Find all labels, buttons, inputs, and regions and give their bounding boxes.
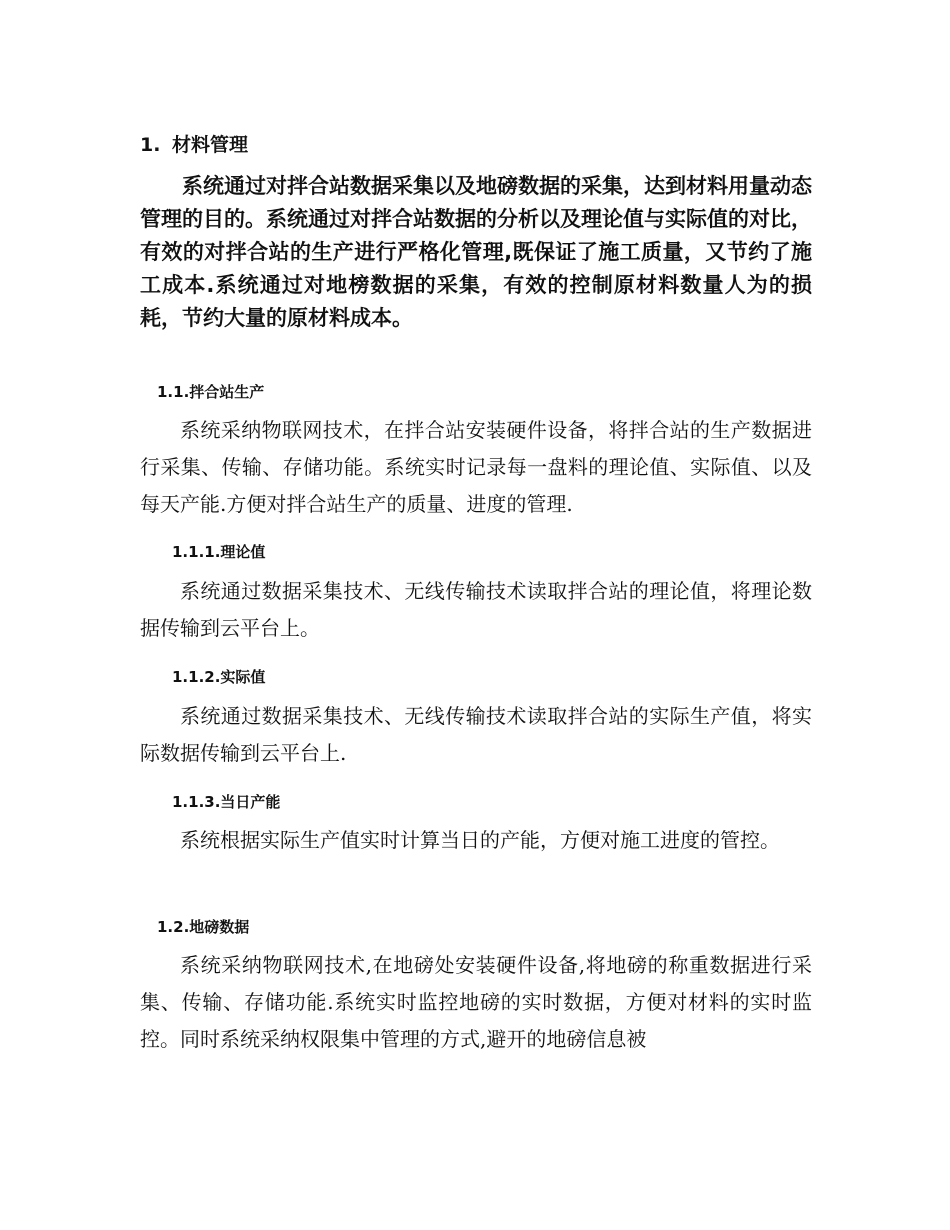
- section-number: 1.: [140, 134, 161, 156]
- subsection-heading-mixing-station: 1.1.拌合站生产: [157, 383, 265, 401]
- subsection-heading-daily-capacity: 1.1.3.当日产能: [172, 793, 281, 811]
- section-heading: [140, 130, 248, 160]
- subsection-heading-weighbridge-data: 1.2.地磅数据: [157, 918, 250, 936]
- subsection-heading-theoretical-value: 1.1.1.理论值: [172, 543, 266, 561]
- subsection-heading-actual-value: 1.1.2.实际值: [172, 668, 266, 686]
- paragraph-weighbridge-data: 系统采纳物联网技术,在地磅处安装硬件设备,将地磅的称重数据进行采集、传输、存储功能.系统实时监控地磅的实时数据，方便对材料的实时监控。同时系统采纳权限集中管理的方式,避开的地磅信息被: [140, 953, 812, 1051]
- section-intro-paragraph: 系统通过对拌合站数据采集以及地磅数据的采集，达到材料用量动态管理的目的。系统通过对拌合站数据的分析以及理论值与实际值的对比，有效的对拌合站的生产进行严格化管理,既保证了施工质量，又节约了施工成本.系统通过对地榜数据的采集，有效的控制原材料数量人为的损耗，节约大量的原材料成本。: [140, 174, 812, 330]
- section-title: 材料管理: [172, 134, 249, 156]
- paragraph-mixing-station: 系统采纳物联网技术，在拌合站安装硬件设备，将拌合站的生产数据进行采集、传输、存储功能。系统实时记录每一盘料的理论值、实际值、以及每天产能.方便对拌合站生产的质量、进度的管理.: [140, 418, 812, 516]
- paragraph-daily-capacity: 系统根据实际生产值实时计算当日的产能，方便对施工进度的管控。: [180, 828, 780, 852]
- paragraph-theoretical-value: 系统通过数据采集技术、无线传输技术读取拌合站的理论值，将理论数据传输到云平台上。: [140, 579, 812, 640]
- paragraph-actual-value: 系统通过数据采集技术、无线传输技术读取拌合站的实际生产值，将实际数据传输到云平台上.: [140, 704, 812, 765]
